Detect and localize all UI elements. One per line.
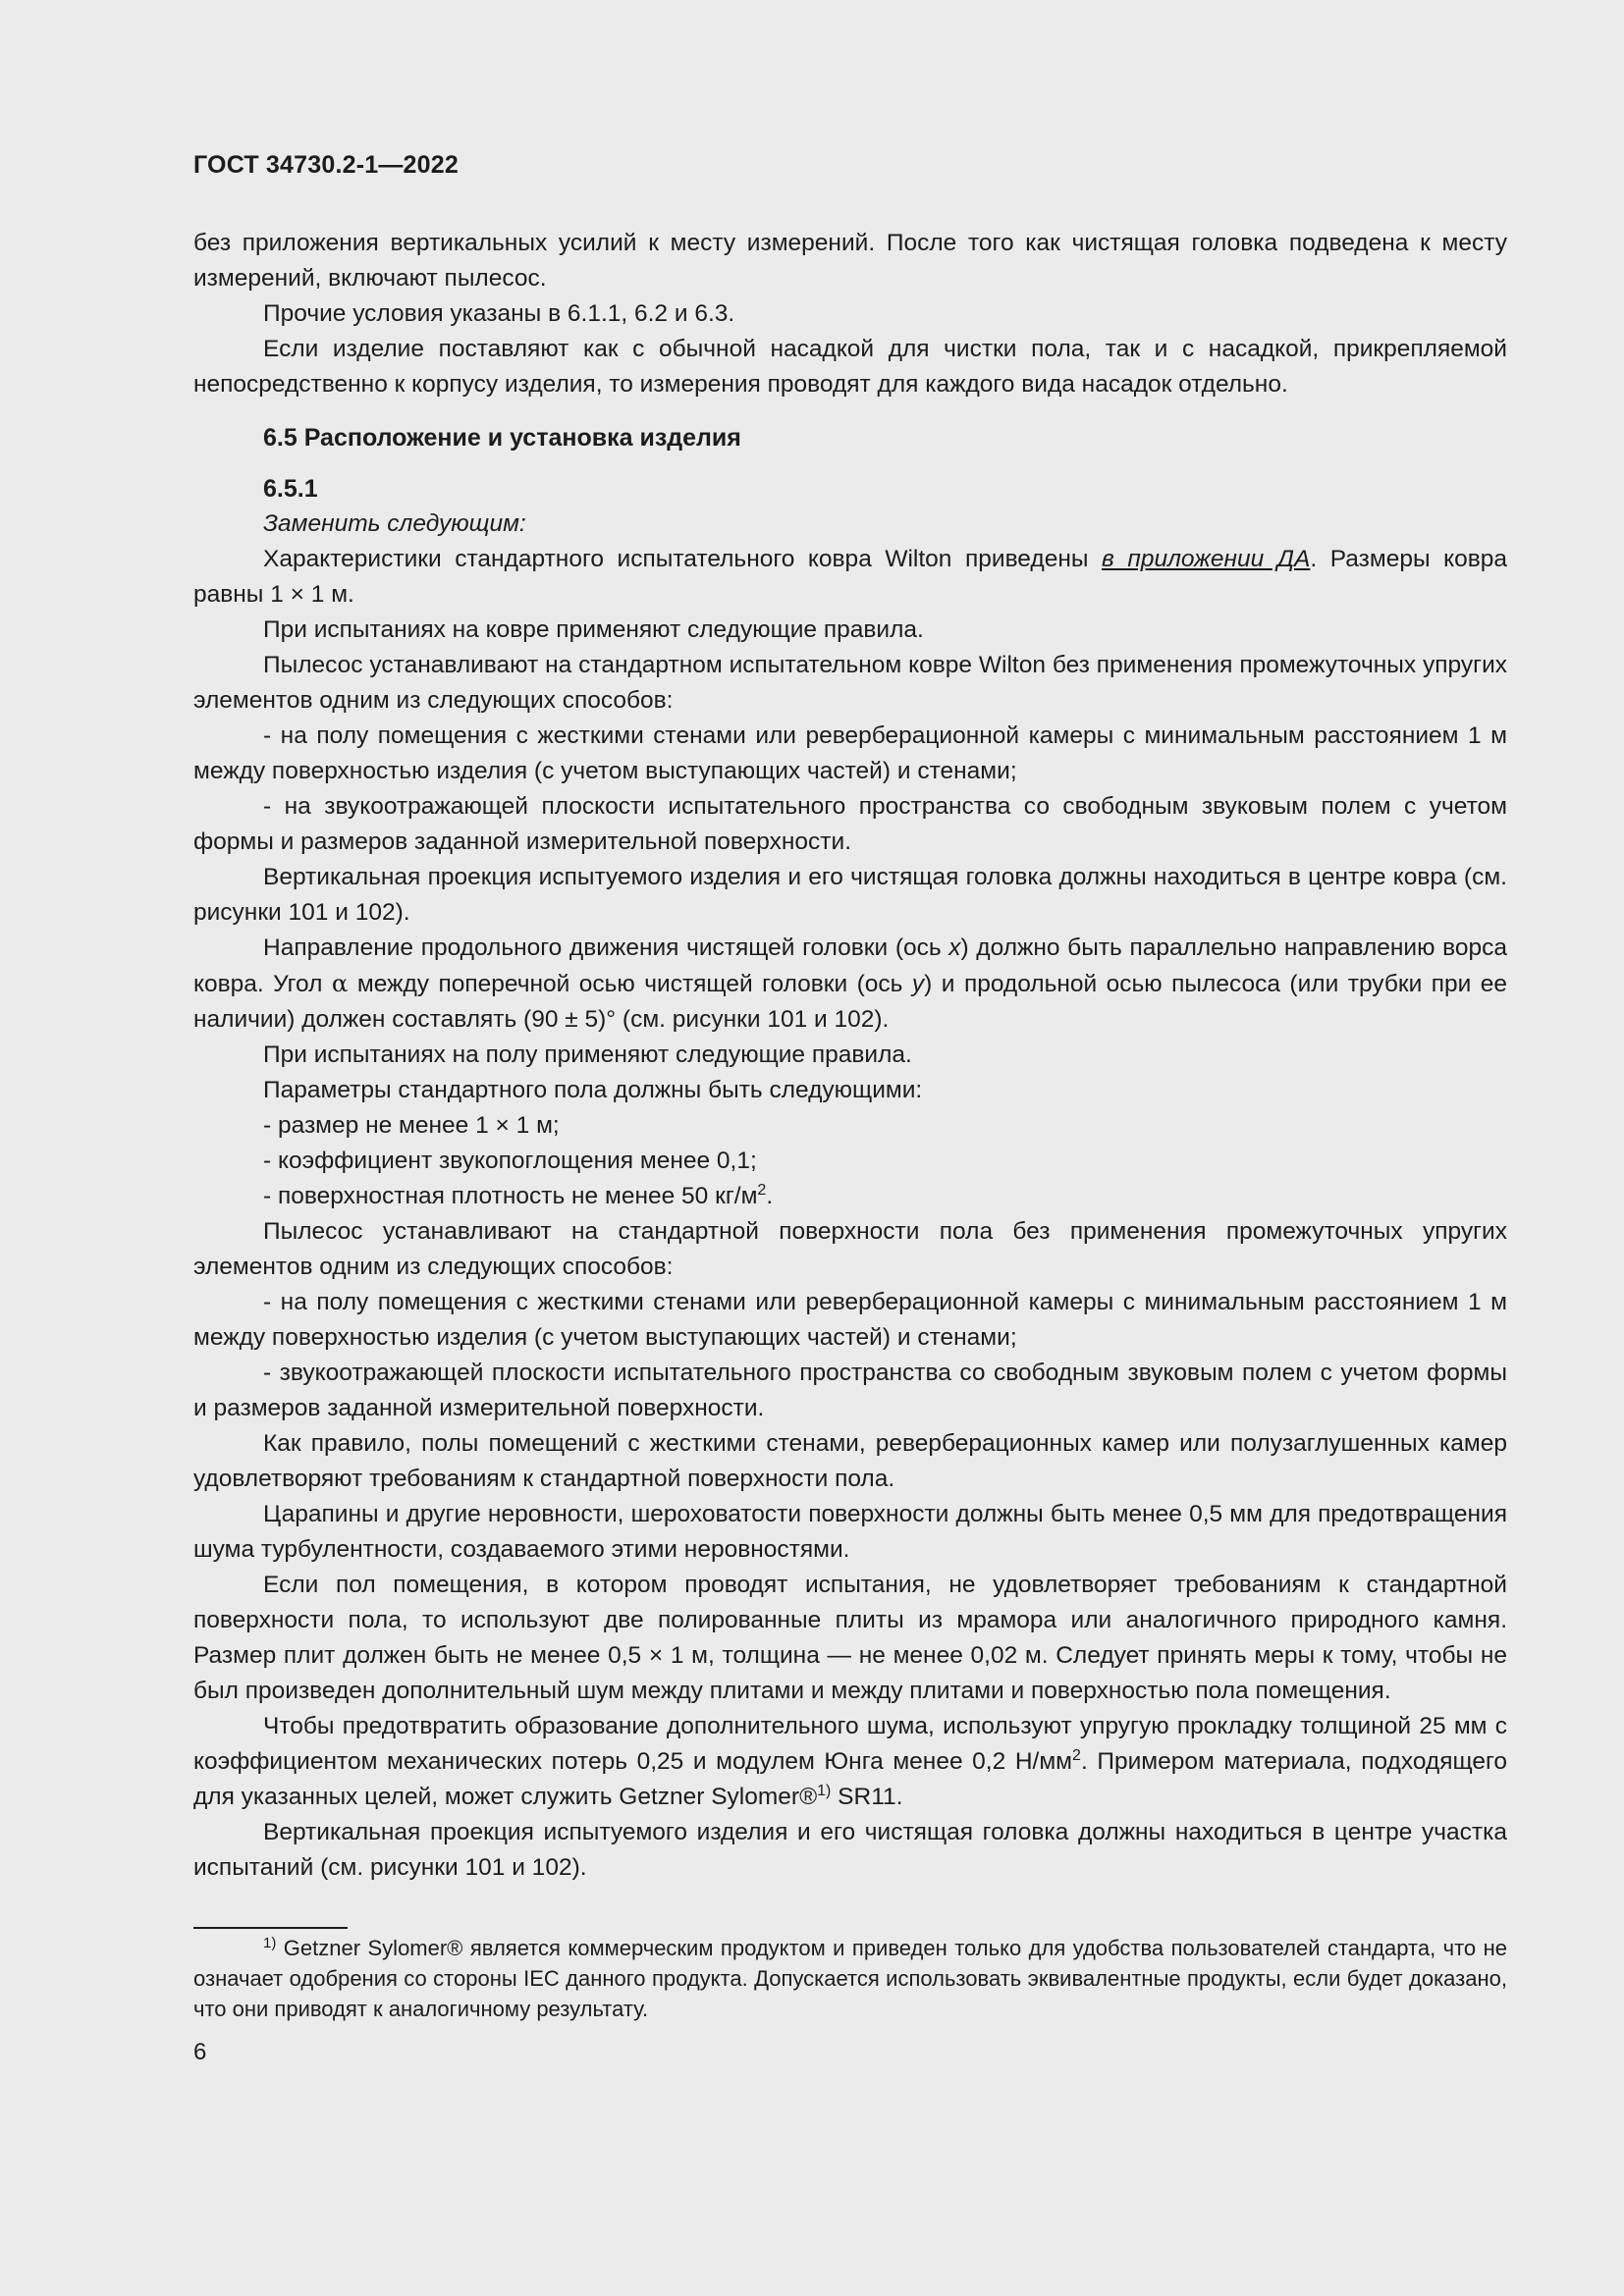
list-item: - коэффициент звукопоглощения менее 0,1; — [263, 1148, 757, 1174]
alpha-symbol: α — [331, 969, 349, 997]
paragraph: При испытаниях на ковре применяют следующие правила. — [263, 616, 924, 643]
list-item: - на полу помещения с жесткими стенами или реверберационной камеры с минимальным расстоянием 1 м между поверхностью изделия (с учетом выступающих частей) и стенами; — [193, 1289, 1507, 1351]
paragraph: Если изделие поставляют как с обычной насадкой для чистки пола, так и с насадкой, прикрепляемой непосредственно к корпусу изделия, то измерения проводят для каждого вида насадок отдельно. — [193, 336, 1507, 398]
appendix-link[interactable]: в приложении ДА — [1102, 546, 1311, 572]
pad-paragraph — [193, 1709, 1507, 1815]
carpet-text-after: . Размеры ковра равны 1 × 1 м. — [193, 546, 1507, 608]
replace-note: Заменить следующим: — [263, 510, 526, 537]
footnote-text: Getzner Sylomer® является коммерческим продуктом и приведен только для удобства пользователей стандарта, что не означает одобрения со стороны IEC данного продукта. Допускается использовать эквивалентные продукты, если будет доказано, что они приводят к аналогичному результату. — [193, 1936, 1507, 2021]
footnote — [193, 1933, 1507, 2024]
direction-text: между поперечной осью чистящей головки (ось — [348, 971, 912, 997]
list-item: - звукоотражающей плоскости испытательного пространства со свободным звуковым полем с учетом формы и размеров заданной измерительной поверхности. — [193, 1360, 1507, 1421]
carpet-text-before: Характеристики стандартного испытательного ковра Wilton приведены — [263, 546, 1103, 572]
superscript: 2 — [757, 1182, 767, 1199]
density-end: . — [766, 1183, 774, 1209]
axis-y-label: y — [911, 971, 925, 997]
paragraph: При испытаниях на полу применяют следующие правила. — [263, 1041, 912, 1068]
section-title: 6.5 Расположение и установка изделия — [263, 424, 741, 452]
paragraph: без приложения вертикальных усилий к месту измерений. После того как чистящая головка подведена к месту измерений, включают пылесос. — [193, 230, 1507, 292]
footnote-divider — [193, 1927, 348, 1929]
paragraph: Вертикальная проекция испытуемого изделия и его чистящая головка должны находиться в центре участка испытаний (см. рисунки 101 и 102). — [193, 1819, 1507, 1881]
pad-text: Чтобы предотвратить образование дополнительного шума, используют упругую прокладку толщиной 25 мм с коэффициентом механических потерь 0,25 и модулем Юнга менее 0,2 Н/мм — [193, 1713, 1507, 1775]
carpet-paragraph — [193, 542, 1507, 613]
list-item: - на полу помещения с жесткими стенами или реверберационной камеры с минимальным расстоянием 1 м между поверхностью изделия (с учетом выступающих частей) и стенами; — [193, 722, 1507, 784]
footnote-marker: 1) — [263, 1935, 277, 1951]
density-list-item — [193, 1179, 1507, 1214]
list-item: - на звукоотражающей плоскости испытательного пространства со свободным звуковым полем с учетом формы и размеров заданной измерительной поверхности. — [193, 793, 1507, 855]
paragraph: Как правило, полы помещений с жесткими стенами, реверберационных камер или полузаглушенных камер удовлетворяют требованиям к стандартной поверхности пола. — [193, 1430, 1507, 1492]
paragraph: Параметры стандартного пола должны быть следующими: — [263, 1077, 923, 1103]
document-header: ГОСТ 34730.2-1—2022 — [193, 151, 459, 179]
axis-x-label: x — [948, 934, 961, 961]
list-item: - размер не менее 1 × 1 м; — [263, 1112, 560, 1139]
direction-text: ) и продольной осью пылесоса (или трубки при ее наличии) должен составлять (90 ± 5)° (см. рисунки 101 и 102). — [193, 971, 1508, 1033]
pad-text: . Примером материала, подходящего для указанных целей, может служить Getzner Sylomer® — [193, 1748, 1508, 1810]
direction-text: ) должно быть параллельно направлению ворса ковра. Угол — [193, 934, 1507, 997]
pad-text: SR11. — [831, 1784, 903, 1810]
paragraph: Пылесос устанавливают на стандартном испытательном ковре Wilton без применения промежуточных упругих элементов одним из следующих способов: — [193, 652, 1507, 714]
direction-paragraph — [193, 931, 1507, 1038]
direction-text: Направление продольного движения чистящей головки (ось — [263, 934, 949, 961]
page-number: 6 — [193, 2039, 207, 2065]
document-page — [193, 147, 1507, 2069]
paragraph: Пылесос устанавливают на стандартной поверхности пола без применения промежуточных упругих элементов одним из следующих способов: — [193, 1218, 1507, 1280]
paragraph: Вертикальная проекция испытуемого изделия и его чистящая головка должны находиться в центре ковра (см. рисунки 101 и 102). — [193, 864, 1507, 926]
superscript: 2 — [1072, 1747, 1081, 1764]
paragraph: Если пол помещения, в котором проводят испытания, не удовлетворяет требованиям к стандартной поверхности пола, то используют две полированные плиты из мрамора или аналогичного природного камня. Размер плит должен быть не менее 0,5 × 1 м, толщина — не менее 0,02 м. Следует принять меры к тому, чтобы не был произведен дополнительный шум между плитами и между плитами и поверхностью пола помещения. — [193, 1572, 1507, 1704]
paragraph: Прочие условия указаны в 6.1.1, 6.2 и 6.3. — [263, 300, 735, 327]
paragraph: Царапины и другие неровности, шероховатости поверхности должны быть менее 0,5 мм для предотвращения шума турбулентности, создаваемого этими неровностями. — [193, 1501, 1507, 1563]
subsection-number: 6.5.1 — [263, 475, 318, 503]
footnote-reference[interactable]: 1) — [817, 1783, 832, 1799]
density-text: - поверхностная плотность не менее 50 кг/м — [263, 1183, 758, 1209]
